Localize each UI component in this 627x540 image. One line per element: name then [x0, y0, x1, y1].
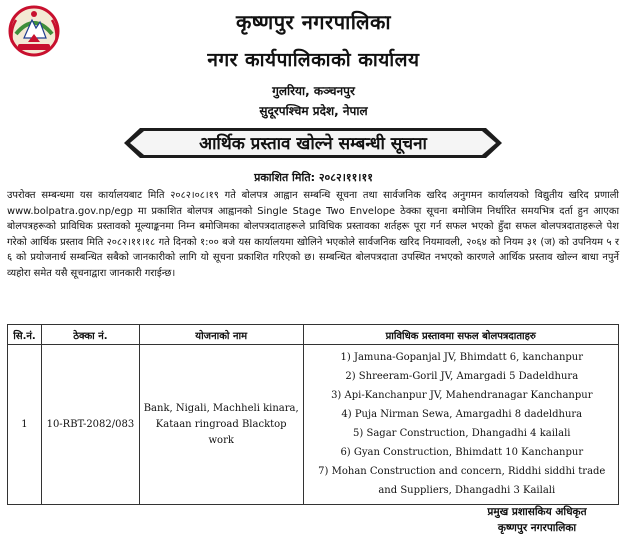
table-header-row	[8, 325, 619, 345]
bidders-table	[7, 324, 619, 505]
bidder-item: 7) Mohan Construction and concern, Riddhi siddhi trade	[318, 466, 606, 477]
notice-body: उपरोक्त सम्बन्धमा यस कार्यालयबाट मिति २०८२।०८।१९ गते बोलपत्र आह्वान सम्बन्धि सूचना तथा सार्वजनिक खरिद अनुगमन कार्यालयको विद्युतीय खरिद प्रणाली www.bolpatra.gov.np/egp मा प्रकाशित बोलपत्र आह्वानको Single Stage Two Envelope ठेक्का सूचना बमोजिम निर्धारित समयभित्र दर्ता हुन आएका बोलपत्रहरूको प्राविधिक प्रस्तावको मूल्याङ्कनमा निम्न बमोजिमका बोलपत्रदाताहरूले प्राविधिक प्रस्तावका शर्तहरू पूरा गर्न सफल भएको हुँदा सफल बोलपत्रदाताहरूले पेश गरेको आर्थिक प्रस्ताव मिति २०८२।११।१८ गते दिनको १:०० बजे यस कार्यालयमा खोलिने भएकोले सार्वजनिक खरिद नियमावली, २०६४ को नियम ३१ (ज) को उपनियम ५ र ६ को प्रयोजनार्थ सम्बन्धित सबैको जानकारीको लागि यो सूचना प्रकाशित गरिएको छ। सम्बन्धित बोलपत्रदाता उपस्थित नभएको कारणले आर्थिक प्रस्ताव खोल्न बाधा नपुर्ने व्यहोरा समेत यसै सूचनाद्वारा जानकारी गराईन्छ।	[7, 190, 619, 279]
office-location: गुलरिया, कञ्चनपुर	[272, 84, 355, 98]
row-project-name	[139, 345, 303, 505]
header-contract-no: ठेक्का नं.	[41, 325, 139, 345]
bidder-item: 2) Shreeram-Goril JV, Amargadi 5 Dadeldhura	[345, 371, 579, 382]
bidder-item: 4) Puja Nirman Sewa, Amargadhi 8 dadeldhura	[341, 409, 583, 420]
row-contract-no: 10-RBT-2082/083	[41, 345, 139, 505]
bidder-item: 1) Jamuna-Gopanjal JV, Bhimdatt 6, kanchanpur	[340, 352, 584, 363]
project-line: Kataan ringroad Blacktop work	[155, 418, 287, 446]
municipality-name: कृष्णपुर नगरपालिका	[235, 10, 392, 34]
bidder-item: 3) Api-Kanchanpur JV, Mahendranagar Kanchanpur	[331, 390, 593, 401]
project-line: Bank, Nigali, Machheli kinara,	[143, 402, 299, 414]
table-row	[8, 345, 619, 505]
bidder-item-continued: and Suppliers, Dhangadhi 3 Kailali	[378, 485, 556, 496]
header-project-name: योजनाको नाम	[139, 325, 303, 345]
province-name: सुदूरपश्चिम प्रदेश, नेपाल	[259, 104, 368, 118]
signatory-office: कृष्णपुर नगरपालिका	[497, 522, 577, 534]
office-name: नगर कार्यपालिकाको कार्यालय	[207, 49, 420, 71]
notice-title: आर्थिक प्रस्ताव खोल्ने सम्बन्धी सूचना	[199, 134, 427, 154]
header-successful-bidders: प्राविधिक प्रस्तावमा सफल बोलपत्रदाताहरु	[303, 325, 618, 345]
published-date: प्रकाशित मिति: २०८२।११।११	[254, 171, 373, 184]
row-bidders	[303, 345, 618, 505]
row-sn: 1	[8, 345, 42, 505]
bidder-item: 6) Gyan Construction, Bhimdatt 10 Kanchanpur	[340, 447, 584, 458]
signatory-title: प्रमुख प्रशासकिय अधिकृत	[487, 506, 587, 518]
header-sn: सि.नं.	[8, 325, 42, 345]
bidder-item: 5) Sagar Construction, Dhangadhi 4 kailali	[353, 428, 571, 439]
